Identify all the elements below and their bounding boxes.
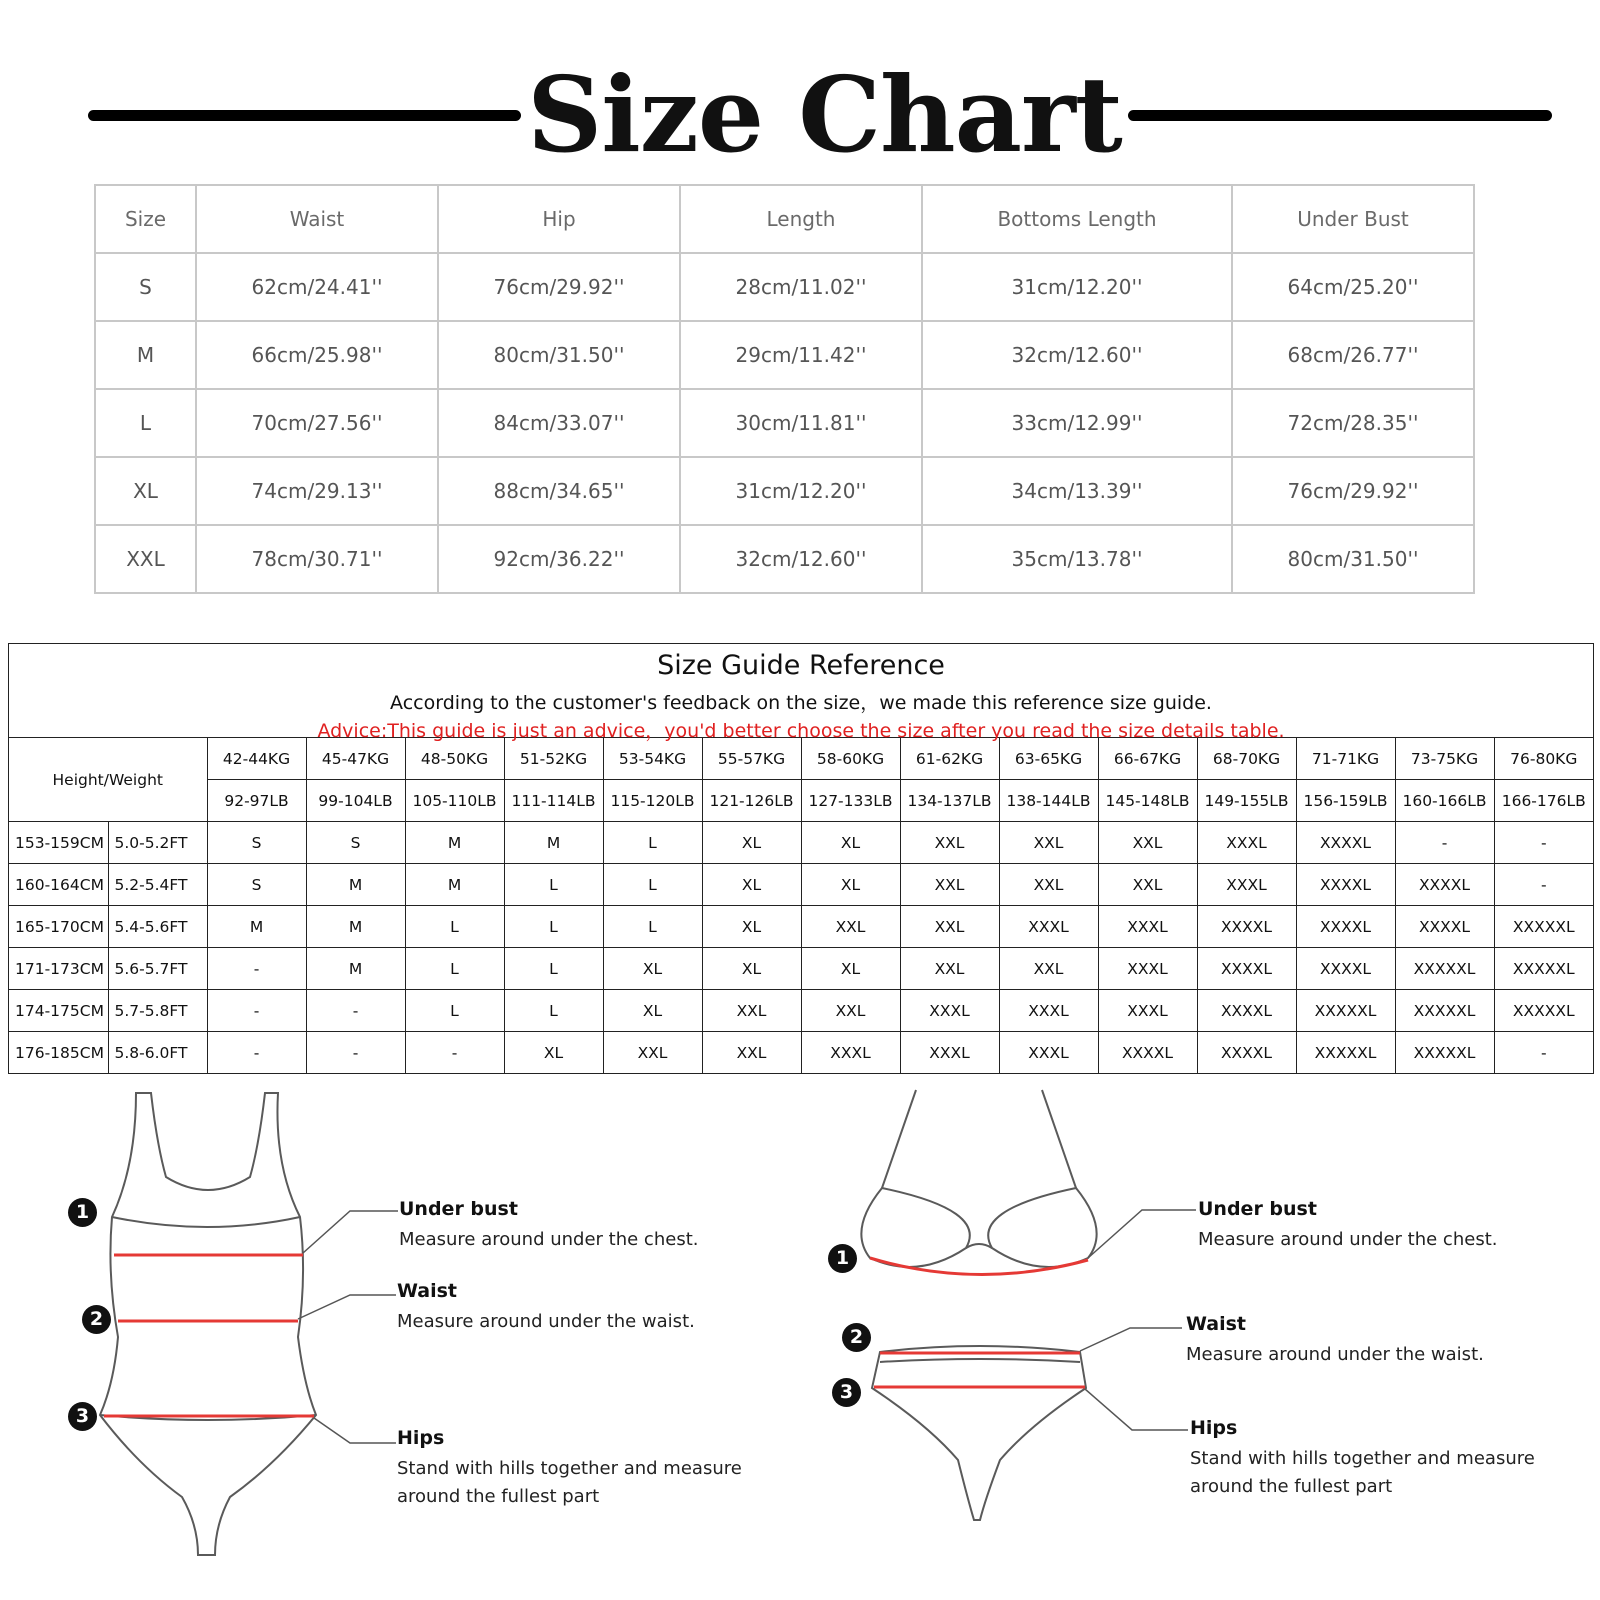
recommended-size-cell: XL: [801, 864, 900, 906]
recommended-size-cell: -: [207, 990, 306, 1032]
recommended-size-cell: XXXXL: [1296, 906, 1395, 948]
recommended-size-cell: M: [405, 822, 504, 864]
recommended-size-cell: -: [405, 1032, 504, 1074]
recommended-size-cell: XXXXL: [1197, 1032, 1296, 1074]
recommended-size-cell: M: [306, 864, 405, 906]
measurement-cell: 30cm/11.81'': [680, 389, 922, 457]
height-cm-cell: 165-170CM: [9, 906, 108, 948]
weight-lb-cell: 115-120LB: [603, 780, 702, 822]
recommended-size-cell: XXL: [900, 822, 999, 864]
height-row: [9, 990, 1593, 1032]
recommended-size-cell: XL: [702, 864, 801, 906]
recommended-size-cell: -: [1395, 822, 1494, 864]
weight-lb-cell: 121-126LB: [702, 780, 801, 822]
measurement-cell: 66cm/25.98'': [196, 321, 438, 389]
recommended-size-cell: XXL: [801, 906, 900, 948]
height-ft-cell: 5.6-5.7FT: [108, 948, 207, 990]
recommended-size-cell: XXL: [999, 948, 1098, 990]
size-chart-header-row: [95, 185, 1474, 253]
recommended-size-cell: XXXXL: [1098, 1032, 1197, 1074]
bikini-under-bust-label: Under bust Measure around under the chest.: [1198, 1198, 1498, 1250]
recommended-size-cell: XL: [702, 948, 801, 990]
measurement-cell: 76cm/29.92'': [438, 253, 680, 321]
measurement-cell: 72cm/28.35'': [1232, 389, 1474, 457]
measurement-cell: 31cm/12.20'': [922, 253, 1232, 321]
size-cell: M: [95, 321, 196, 389]
bikini-diagram: [860, 1080, 1220, 1560]
weight-lb-cell: 156-159LB: [1296, 780, 1395, 822]
title-bar: [88, 50, 1552, 180]
recommended-size-cell: M: [306, 906, 405, 948]
recommended-size-cell: XXL: [999, 864, 1098, 906]
recommended-size-cell: XXXXL: [1296, 864, 1395, 906]
size-cell: XXL: [95, 525, 196, 593]
weight-lb-cell: 111-114LB: [504, 780, 603, 822]
column-header: Bottoms Length: [922, 185, 1232, 253]
recommended-size-cell: XXXXXL: [1296, 1032, 1395, 1074]
weight-lb-cell: 105-110LB: [405, 780, 504, 822]
measurement-cell: 76cm/29.92'': [1232, 457, 1474, 525]
weight-kg-cell: 61-62KG: [900, 738, 999, 780]
height-cm-cell: 171-173CM: [9, 948, 108, 990]
recommended-size-cell: -: [1494, 864, 1593, 906]
recommended-size-cell: L: [405, 990, 504, 1032]
recommended-size-cell: S: [207, 864, 306, 906]
size-guide-description: According to the customer's feedback on the size，we made this reference size guide.: [390, 692, 1212, 714]
weight-kg-cell: 42-44KG: [207, 738, 306, 780]
height-ft-cell: 5.2-5.4FT: [108, 864, 207, 906]
bikini-hips-number-badge: 3: [832, 1378, 861, 1407]
weight-kg-cell: 68-70KG: [1197, 738, 1296, 780]
weight-lb-cell: 145-148LB: [1098, 780, 1197, 822]
recommended-size-cell: XXXL: [900, 1032, 999, 1074]
recommended-size-cell: XL: [801, 822, 900, 864]
height-row: [9, 948, 1593, 990]
recommended-size-cell: XXXXL: [1395, 864, 1494, 906]
recommended-size-cell: XXXL: [1098, 948, 1197, 990]
recommended-size-cell: XXXL: [900, 990, 999, 1032]
height-weight-label: Height/Weight: [9, 738, 207, 822]
recommended-size-cell: -: [207, 948, 306, 990]
hips-number-badge: 3: [68, 1402, 97, 1431]
height-ft-cell: 5.4-5.6FT: [108, 906, 207, 948]
recommended-size-cell: L: [504, 906, 603, 948]
recommended-size-cell: -: [306, 1032, 405, 1074]
measurement-cell: 34cm/13.39'': [922, 457, 1232, 525]
measurement-cell: 29cm/11.42'': [680, 321, 922, 389]
recommended-size-cell: M: [207, 906, 306, 948]
measurement-cell: 28cm/11.02'': [680, 253, 922, 321]
recommended-size-cell: -: [306, 990, 405, 1032]
height-ft-cell: 5.8-6.0FT: [108, 1032, 207, 1074]
recommended-size-cell: S: [306, 822, 405, 864]
recommended-size-cell: XL: [702, 822, 801, 864]
height-row: [9, 1032, 1593, 1074]
recommended-size-cell: XXXXXL: [1296, 990, 1395, 1032]
size-cell: L: [95, 389, 196, 457]
recommended-size-cell: -: [1494, 1032, 1593, 1074]
weight-kg-cell: 71-71KG: [1296, 738, 1395, 780]
recommended-size-cell: XXL: [603, 1032, 702, 1074]
recommended-size-cell: XXXXL: [1395, 906, 1494, 948]
recommended-size-cell: XL: [801, 948, 900, 990]
recommended-size-cell: XXXXXL: [1395, 990, 1494, 1032]
height-cm-cell: 153-159CM: [9, 822, 108, 864]
recommended-size-cell: XXL: [702, 1032, 801, 1074]
size-guide-table: [9, 738, 1593, 1073]
measurement-cell: 62cm/24.41'': [196, 253, 438, 321]
bikini-hips-label: Hips Stand with hills together and measure around the fullest part: [1190, 1417, 1535, 1497]
recommended-size-cell: XXXXL: [1197, 990, 1296, 1032]
recommended-size-cell: L: [405, 948, 504, 990]
weight-lb-cell: 134-137LB: [900, 780, 999, 822]
onepiece-hips-label: Hips Stand with hills together and measure around the fullest part: [397, 1427, 742, 1507]
recommended-size-cell: M: [504, 822, 603, 864]
weight-lb-cell: 166-176LB: [1494, 780, 1593, 822]
recommended-size-cell: -: [207, 1032, 306, 1074]
column-header: Under Bust: [1232, 185, 1474, 253]
recommended-size-cell: M: [405, 864, 504, 906]
recommended-size-cell: XXL: [1098, 864, 1197, 906]
recommended-size-cell: XXXXXL: [1494, 906, 1593, 948]
measurement-cell: 78cm/30.71'': [196, 525, 438, 593]
height-row: [9, 822, 1593, 864]
measurement-cell: 92cm/36.22'': [438, 525, 680, 593]
recommended-size-cell: L: [504, 864, 603, 906]
swimsuit-diagram: [60, 1085, 420, 1590]
weight-kg-cell: 63-65KG: [999, 738, 1098, 780]
bikini-waist-number-badge: 2: [842, 1323, 871, 1352]
recommended-size-cell: XXXXL: [1197, 948, 1296, 990]
column-header: Hip: [438, 185, 680, 253]
recommended-size-cell: XXL: [1098, 822, 1197, 864]
bikini-top-outline: [882, 1090, 916, 1188]
measurement-cell: 32cm/12.60'': [680, 525, 922, 593]
size-chart-table: [94, 184, 1475, 594]
page-title: Size Chart: [527, 53, 1122, 176]
waist-number-badge: 2: [82, 1305, 111, 1334]
size-chart-row: [95, 321, 1474, 389]
height-cm-cell: 160-164CM: [9, 864, 108, 906]
recommended-size-cell: XXXL: [999, 990, 1098, 1032]
size-guide-reference: [8, 643, 1594, 1074]
recommended-size-cell: XL: [504, 1032, 603, 1074]
weight-kg-cell: 48-50KG: [405, 738, 504, 780]
measurement-cell: 88cm/34.65'': [438, 457, 680, 525]
column-header: Waist: [196, 185, 438, 253]
height-row: [9, 906, 1593, 948]
height-cm-cell: 174-175CM: [9, 990, 108, 1032]
size-chart-row: [95, 457, 1474, 525]
recommended-size-cell: XXL: [900, 906, 999, 948]
weight-kg-cell: 76-80KG: [1494, 738, 1593, 780]
weight-kg-cell: 66-67KG: [1098, 738, 1197, 780]
recommended-size-cell: M: [306, 948, 405, 990]
size-chart-row: [95, 389, 1474, 457]
swimsuit-outline: [100, 1093, 316, 1555]
recommended-size-cell: XXL: [900, 948, 999, 990]
recommended-size-cell: XXL: [801, 990, 900, 1032]
recommended-size-cell: S: [207, 822, 306, 864]
bikini-waist-label: Waist Measure around under the waist.: [1186, 1313, 1484, 1365]
under-bust-number-badge: 1: [68, 1198, 97, 1227]
recommended-size-cell: L: [504, 990, 603, 1032]
measurement-cell: 32cm/12.60'': [922, 321, 1232, 389]
measurement-cell: 31cm/12.20'': [680, 457, 922, 525]
weight-lb-cell: 99-104LB: [306, 780, 405, 822]
weight-lb-cell: 92-97LB: [207, 780, 306, 822]
recommended-size-cell: XXXL: [1197, 822, 1296, 864]
measurement-cell: 84cm/33.07'': [438, 389, 680, 457]
recommended-size-cell: XL: [603, 948, 702, 990]
recommended-size-cell: L: [405, 906, 504, 948]
weight-lb-cell: 138-144LB: [999, 780, 1098, 822]
recommended-size-cell: XXXXXL: [1395, 1032, 1494, 1074]
recommended-size-cell: XXL: [702, 990, 801, 1032]
weight-kg-cell: 45-47KG: [306, 738, 405, 780]
recommended-size-cell: XXXL: [801, 1032, 900, 1074]
weight-kg-cell: 53-54KG: [603, 738, 702, 780]
size-guide-header: [9, 644, 1593, 742]
recommended-size-cell: -: [1494, 822, 1593, 864]
height-ft-cell: 5.0-5.2FT: [108, 822, 207, 864]
measurement-cell: 80cm/31.50'': [438, 321, 680, 389]
weight-lb-cell: 149-155LB: [1197, 780, 1296, 822]
recommended-size-cell: XL: [702, 906, 801, 948]
size-guide-advice: Advice:This guide is just an advice，you'd better choose the size after you read the size details table.: [317, 720, 1285, 742]
size-cell: S: [95, 253, 196, 321]
measurement-cell: 35cm/13.78'': [922, 525, 1232, 593]
bikini-bottom-outline: [872, 1346, 1086, 1520]
weight-lb-row: [9, 780, 1593, 822]
recommended-size-cell: XXXL: [999, 1032, 1098, 1074]
height-ft-cell: 5.7-5.8FT: [108, 990, 207, 1032]
bikini-under-bust-measure-line: [870, 1258, 1088, 1275]
weight-kg-row: [9, 738, 1593, 780]
size-cell: XL: [95, 457, 196, 525]
measurement-cell: 64cm/25.20'': [1232, 253, 1474, 321]
height-cm-cell: 176-185CM: [9, 1032, 108, 1074]
recommended-size-cell: L: [603, 822, 702, 864]
recommended-size-cell: XXXXL: [1296, 822, 1395, 864]
measurement-cell: 70cm/27.56'': [196, 389, 438, 457]
weight-lb-cell: 127-133LB: [801, 780, 900, 822]
weight-kg-cell: 51-52KG: [504, 738, 603, 780]
recommended-size-cell: XXXXL: [1296, 948, 1395, 990]
recommended-size-cell: XXL: [999, 822, 1098, 864]
recommended-size-cell: L: [504, 948, 603, 990]
weight-kg-cell: 58-60KG: [801, 738, 900, 780]
recommended-size-cell: XXXL: [1098, 990, 1197, 1032]
title-rule-left: [88, 110, 521, 121]
recommended-size-cell: XXL: [900, 864, 999, 906]
column-header: Size: [95, 185, 196, 253]
weight-kg-cell: 73-75KG: [1395, 738, 1494, 780]
measurement-cell: 74cm/29.13'': [196, 457, 438, 525]
height-row: [9, 864, 1593, 906]
size-guide-title: Size Guide Reference: [657, 650, 945, 681]
onepiece-under-bust-label: Under bust Measure around under the chest.: [399, 1198, 699, 1250]
weight-lb-cell: 160-166LB: [1395, 780, 1494, 822]
recommended-size-cell: XXXXXL: [1494, 990, 1593, 1032]
bikini-under-bust-number-badge: 1: [828, 1244, 857, 1273]
measurement-cell: 33cm/12.99'': [922, 389, 1232, 457]
recommended-size-cell: XXXXL: [1197, 906, 1296, 948]
size-chart-row: [95, 525, 1474, 593]
onepiece-waist-label: Waist Measure around under the waist.: [397, 1280, 695, 1332]
recommended-size-cell: L: [603, 864, 702, 906]
recommended-size-cell: XXXXXL: [1395, 948, 1494, 990]
recommended-size-cell: XXXL: [999, 906, 1098, 948]
recommended-size-cell: XXXL: [1197, 864, 1296, 906]
recommended-size-cell: XXXXXL: [1494, 948, 1593, 990]
measurement-cell: 80cm/31.50'': [1232, 525, 1474, 593]
weight-kg-cell: 55-57KG: [702, 738, 801, 780]
recommended-size-cell: XL: [603, 990, 702, 1032]
recommended-size-cell: XXXL: [1098, 906, 1197, 948]
column-header: Length: [680, 185, 922, 253]
measurement-cell: 68cm/26.77'': [1232, 321, 1474, 389]
size-chart-row: [95, 253, 1474, 321]
title-rule-right: [1128, 110, 1552, 121]
recommended-size-cell: L: [603, 906, 702, 948]
